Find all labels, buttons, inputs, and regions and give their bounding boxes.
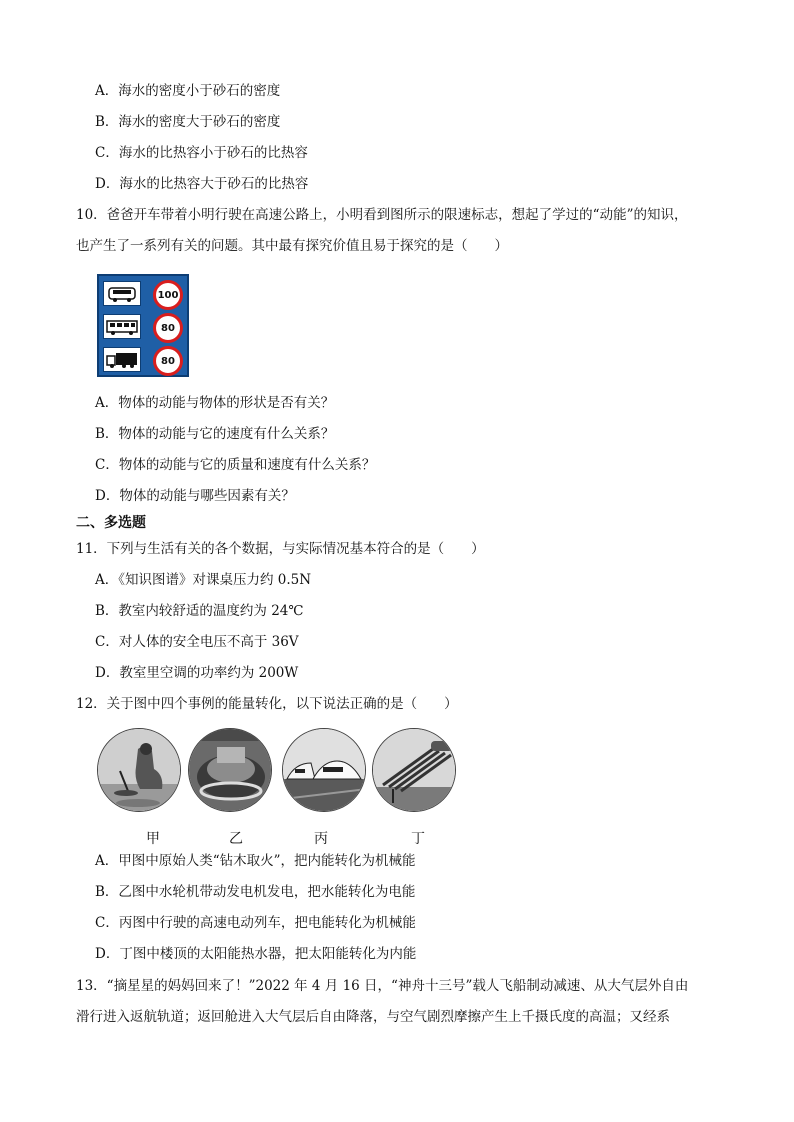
photo-yi-water-turbine — [188, 728, 272, 812]
speed-limit-sign — [97, 274, 189, 377]
q12-stem: 12．关于图中四个事例的能量转化，以下说法正确的是（ ） — [76, 696, 458, 712]
q9-option-d: D．海水的比热容大于砂石的比热容 — [95, 176, 309, 192]
car-icon — [103, 281, 141, 306]
q10-option-b: B．物体的动能与它的速度有什么关系？ — [95, 426, 335, 442]
sign-row-bus — [103, 312, 183, 341]
section-heading: 二、多选题 — [76, 515, 146, 531]
q12-option-d: D．丁图中楼顶的太阳能热水器，把太阳能转化为内能 — [95, 946, 417, 962]
sign-row-car — [103, 279, 183, 308]
q12-option-c: C．丙图中行驶的高速电动列车，把电能转化为机械能 — [95, 915, 416, 931]
q11-stem: 11．下列与生活有关的各个数据，与实际情况基本符合的是（ ） — [76, 541, 485, 557]
q11-option-d: D．教室里空调的功率约为 200W — [95, 665, 299, 681]
speed-limit-100: 100 — [153, 280, 183, 310]
q9-option-a: A．海水的密度小于砂石的密度 — [95, 83, 281, 99]
q10-option-c: C．物体的动能与它的质量和速度有什么关系？ — [95, 457, 376, 473]
sign-row-truck — [103, 345, 183, 374]
q9-option-c: C．海水的比热容小于砂石的比热容 — [95, 145, 308, 161]
bus-icon — [103, 314, 141, 339]
q11-option-a: A．《知识图谱》对课桌压力约 0.5N — [95, 572, 312, 588]
speed-limit-80-bus: 80 — [153, 313, 183, 343]
q11-option-c: C．对人体的安全电压不高于 36V — [95, 634, 299, 650]
photo-bing-high-speed-train — [282, 728, 366, 812]
caption-ding: 丁 — [411, 831, 425, 847]
q12-option-b: B．乙图中水轮机带动发电机发电，把水能转化为电能 — [95, 884, 416, 900]
q10-option-a: A．物体的动能与物体的形状是否有关？ — [95, 395, 335, 411]
q10-stem-line2: 也产生了一系列有关的问题。其中最有探究价值且易于探究的是（ ） — [76, 238, 508, 254]
caption-yi: 乙 — [229, 831, 243, 847]
speed-limit-80-truck: 80 — [153, 346, 183, 376]
caption-bing: 丙 — [314, 831, 328, 847]
q11-option-b: B．教室内较舒适的温度约为 24℃ — [95, 603, 304, 619]
photo-ding-solar-water-heater — [372, 728, 456, 812]
q10-stem-line1: 10．爸爸开车带着小明行驶在高速公路上，小明看到图所示的限速标志，想起了学过的“动能”的知识， — [76, 207, 688, 223]
q9-option-b: B．海水的密度大于砂石的密度 — [95, 114, 281, 130]
truck-icon — [103, 347, 141, 372]
photo-jia-fire-drilling — [97, 728, 181, 812]
q12-option-a: A．甲图中原始人类“钻木取火”，把内能转化为机械能 — [95, 853, 416, 869]
caption-jia: 甲 — [146, 831, 160, 847]
q13-stem-line1: 13．“摘星星的妈妈回来了！”2022 年 4 月 16 日，“神舟十三号”载人飞船制动减速、从大气层外自由 — [76, 978, 689, 994]
q13-stem-line2: 滑行进入返航轨道；返回舱进入大气层后自由降落，与空气剧烈摩擦产生上千摄氏度的高温；又经系 — [76, 1009, 670, 1025]
q10-option-d: D．物体的动能与哪些因素有关？ — [95, 488, 295, 504]
